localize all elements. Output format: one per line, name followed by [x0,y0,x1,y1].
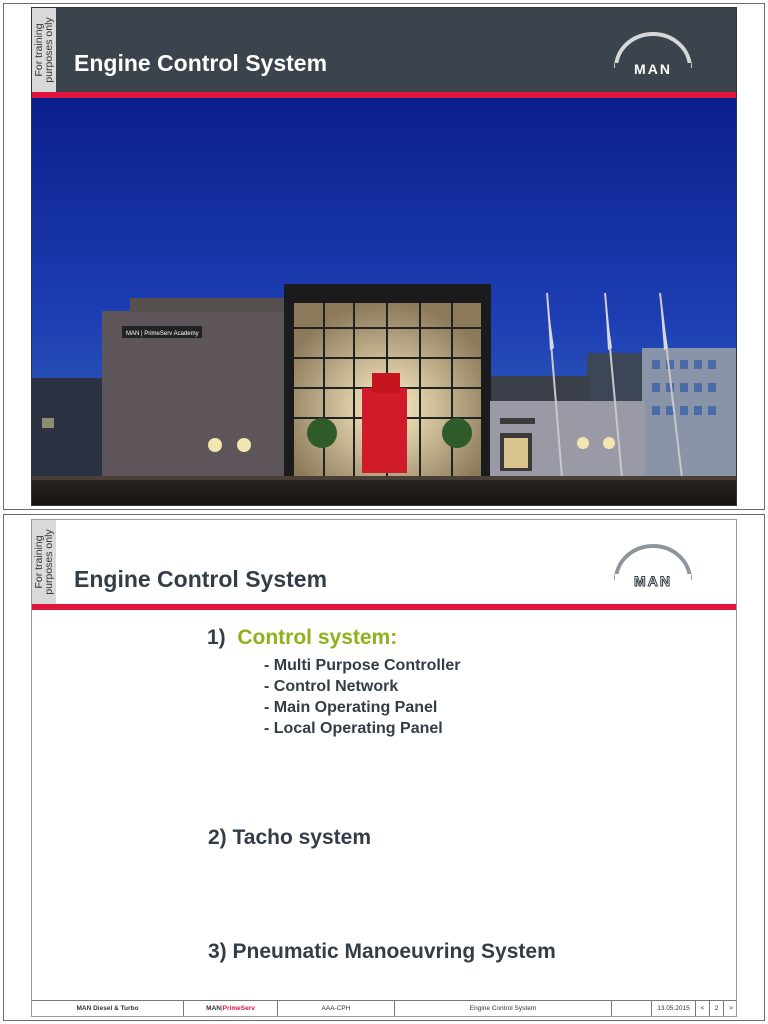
item-control-system [207,626,397,650]
svg-text:MAN: MAN [634,61,672,77]
footer-spacer [612,1001,652,1016]
item-tacho-system: 2) Tacho system [208,826,372,849]
slide-header [32,8,737,92]
slide-2 [31,519,737,1017]
man-logo [610,542,696,590]
footer-brand [184,1001,278,1016]
man-logo [610,30,696,78]
training-tab-text: For training purposes only [33,529,55,595]
footer-date: 13.05.2015 [652,1001,696,1016]
footer-brand-sep: | [220,1005,223,1012]
svg-text:MAN: MAN [634,573,672,589]
item-label-highlight: Control system: [237,626,398,649]
svg-text:MAN | PrimeServ Academy: MAN | PrimeServ Academy [126,331,199,337]
slide-title: Engine Control System [74,50,328,76]
slide-title: Engine Control System [74,566,328,592]
footer-dept: AAA-CPH [278,1001,395,1016]
footer-brand-man: MAN [206,1005,221,1012]
slide-header [32,520,737,604]
slide-footer [32,1000,737,1016]
list-item: - Main Operating Panel [264,699,438,716]
list-item: - Control Network [264,678,399,695]
footer-brand-prime: PrimeServ [222,1005,255,1012]
control-system-subitems [264,655,460,739]
item-number: 1) [207,626,226,649]
slide-1 [31,7,737,506]
item-pneumatic-system: 3) Pneumatic Manoeuvring System [208,940,556,963]
footer-doc-title: Engine Control System [395,1001,612,1016]
training-tab-text: For training purposes only [33,17,55,83]
slide-content [32,610,737,1000]
next-page-button[interactable]: > [729,1005,733,1012]
academy-building-photo [32,98,737,506]
prev-page-button[interactable]: < [696,1001,710,1016]
training-tab [32,8,56,92]
footer-company: MAN Diesel & Turbo [32,1001,184,1016]
list-item: - Multi Purpose Controller [264,657,461,674]
training-tab [32,520,56,604]
page-number: 2 [710,1001,724,1016]
list-item: - Local Operating Panel [264,720,443,737]
